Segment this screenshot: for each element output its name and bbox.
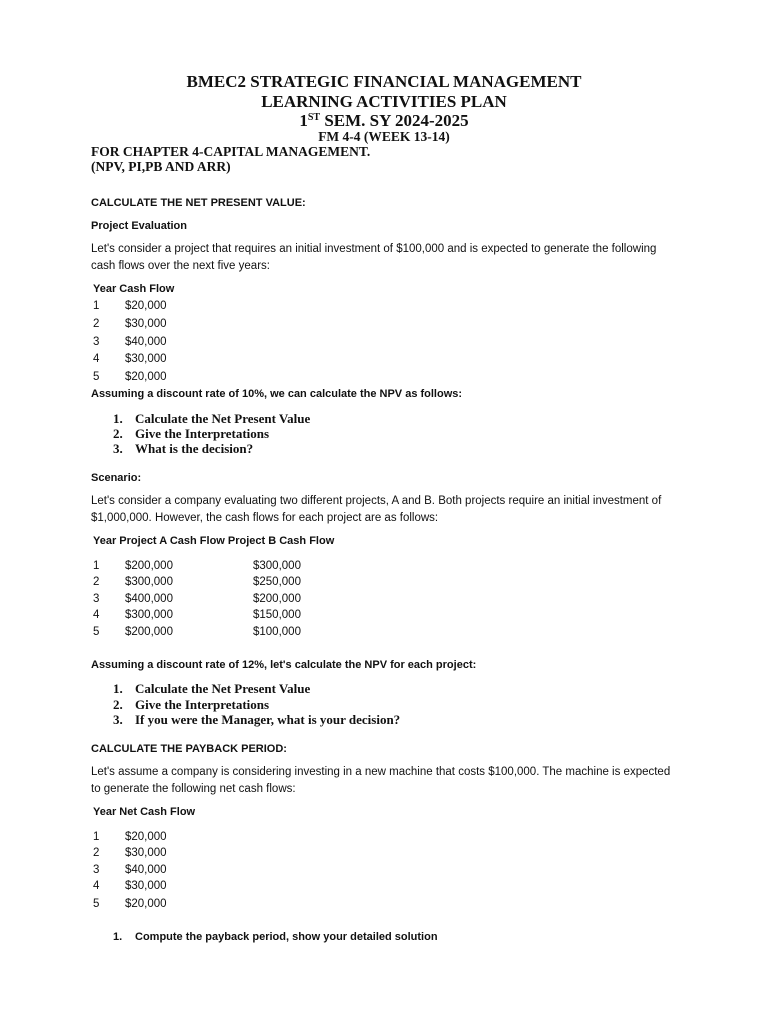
npv-table-header: Year Cash Flow <box>93 283 175 295</box>
table-cell-year: 5 <box>93 626 100 638</box>
payback-heading: CALCULATE THE PAYBACK PERIOD: <box>91 743 287 755</box>
table-cell-project-a: $200,000 <box>125 626 173 638</box>
npv-intro-paragraph: Let's consider a project that requires an initial investment of $100,000 and is expected to generate the following cash flows over the next five years: <box>91 243 657 272</box>
table-cell-cash-flow: $30,000 <box>125 847 167 859</box>
list-text: Give the Interpretations <box>135 426 270 441</box>
table-cell-year: 1 <box>93 560 100 572</box>
semester-rest: SEM. SY 2024-2025 <box>320 111 469 130</box>
list-text: If you were the Manager, what is your decision? <box>135 712 401 727</box>
project-evaluation-heading: Project Evaluation <box>91 220 187 232</box>
list-text: Calculate the Net Present Value <box>135 681 311 696</box>
table-cell-cash-flow: $40,000 <box>125 864 167 876</box>
list-number: 2. <box>113 426 123 441</box>
table-cell-cash-flow: $30,000 <box>125 353 167 365</box>
document-title: BMEC2 STRATEGIC FINANCIAL MANAGEMENT <box>186 72 582 91</box>
table-cell-cash-flow: $20,000 <box>125 831 167 843</box>
table-cell-year: 5 <box>93 371 100 383</box>
list-item <box>113 697 269 713</box>
table-cell-project-b: $250,000 <box>253 576 301 588</box>
table-cell-year: 2 <box>93 318 100 330</box>
table-cell-project-a: $400,000 <box>125 593 173 605</box>
table-cell-year: 4 <box>93 353 100 365</box>
table-cell-project-a: $300,000 <box>125 609 173 621</box>
payback-intro-paragraph: Let's assume a company is considering investing in a new machine that costs $100,000. The machine is expected to generate the following net cash flows: <box>91 766 671 795</box>
list-item <box>113 426 269 442</box>
table-cell-year: 1 <box>93 300 100 312</box>
list-text: Compute the payback period, show your detailed solution <box>135 931 438 943</box>
semester-number: 1 <box>299 111 308 130</box>
list-item <box>113 681 310 697</box>
table-cell-project-b: $300,000 <box>253 560 301 572</box>
table-cell-year: 2 <box>93 576 100 588</box>
document-subtitle: LEARNING ACTIVITIES PLAN <box>261 92 507 111</box>
table-cell-cash-flow: $20,000 <box>125 898 167 910</box>
table-cell-year: 3 <box>93 864 100 876</box>
semester-line <box>0 111 768 131</box>
list-number: 1. <box>113 411 123 426</box>
table-cell-year: 5 <box>93 898 100 910</box>
topics-label: (NPV, PI,PB AND ARR) <box>91 159 231 174</box>
npv-heading: CALCULATE THE NET PRESENT VALUE: <box>91 197 306 209</box>
scenario-heading: Scenario: <box>91 472 142 484</box>
list-item <box>113 712 400 728</box>
table-cell-project-b: $150,000 <box>253 609 301 621</box>
table-cell-cash-flow: $20,000 <box>125 371 167 383</box>
table-cell-cash-flow: $30,000 <box>125 880 167 892</box>
list-text: Calculate the Net Present Value <box>135 411 311 426</box>
list-item <box>113 441 253 457</box>
table-cell-cash-flow: $40,000 <box>125 336 167 348</box>
table-cell-year: 4 <box>93 880 100 892</box>
list-number: 1. <box>113 681 123 696</box>
table-cell-project-a: $300,000 <box>125 576 173 588</box>
scenario-assumption: Assuming a discount rate of 12%, let's calculate the NPV for each project: <box>91 659 477 671</box>
scenario-table-header: Year Project A Cash Flow Project B Cash Flow <box>93 535 335 547</box>
list-number: 1. <box>113 931 123 943</box>
table-cell-year: 3 <box>93 593 100 605</box>
npv-assumption: Assuming a discount rate of 10%, we can calculate the NPV as follows: <box>91 388 463 400</box>
table-cell-project-b: $200,000 <box>253 593 301 605</box>
list-number: 3. <box>113 441 123 456</box>
list-item <box>113 411 310 427</box>
list-text: Give the Interpretations <box>135 697 270 712</box>
scenario-intro-paragraph: Let's consider a company evaluating two different projects, A and B. Both projects require an initial investment of $1,000,000. However, the cash flows for each project are as follows: <box>91 495 662 524</box>
semester-superscript: ST <box>307 112 321 123</box>
list-number: 3. <box>113 712 123 727</box>
list-number: 2. <box>113 697 123 712</box>
table-cell-year: 4 <box>93 609 100 621</box>
table-cell-year: 1 <box>93 831 100 843</box>
table-cell-cash-flow: $20,000 <box>125 300 167 312</box>
list-text: What is the decision? <box>135 441 254 456</box>
table-cell-year: 2 <box>93 847 100 859</box>
table-cell-cash-flow: $30,000 <box>125 318 167 330</box>
chapter-label: FOR CHAPTER 4-CAPITAL MANAGEMENT. <box>91 144 371 159</box>
payback-table-header: Year Net Cash Flow <box>93 806 196 818</box>
table-cell-year: 3 <box>93 336 100 348</box>
week-label: FM 4-4 (WEEK 13-14) <box>318 129 450 144</box>
payback-question <box>113 931 438 943</box>
table-cell-project-a: $200,000 <box>125 560 173 572</box>
table-cell-project-b: $100,000 <box>253 626 301 638</box>
